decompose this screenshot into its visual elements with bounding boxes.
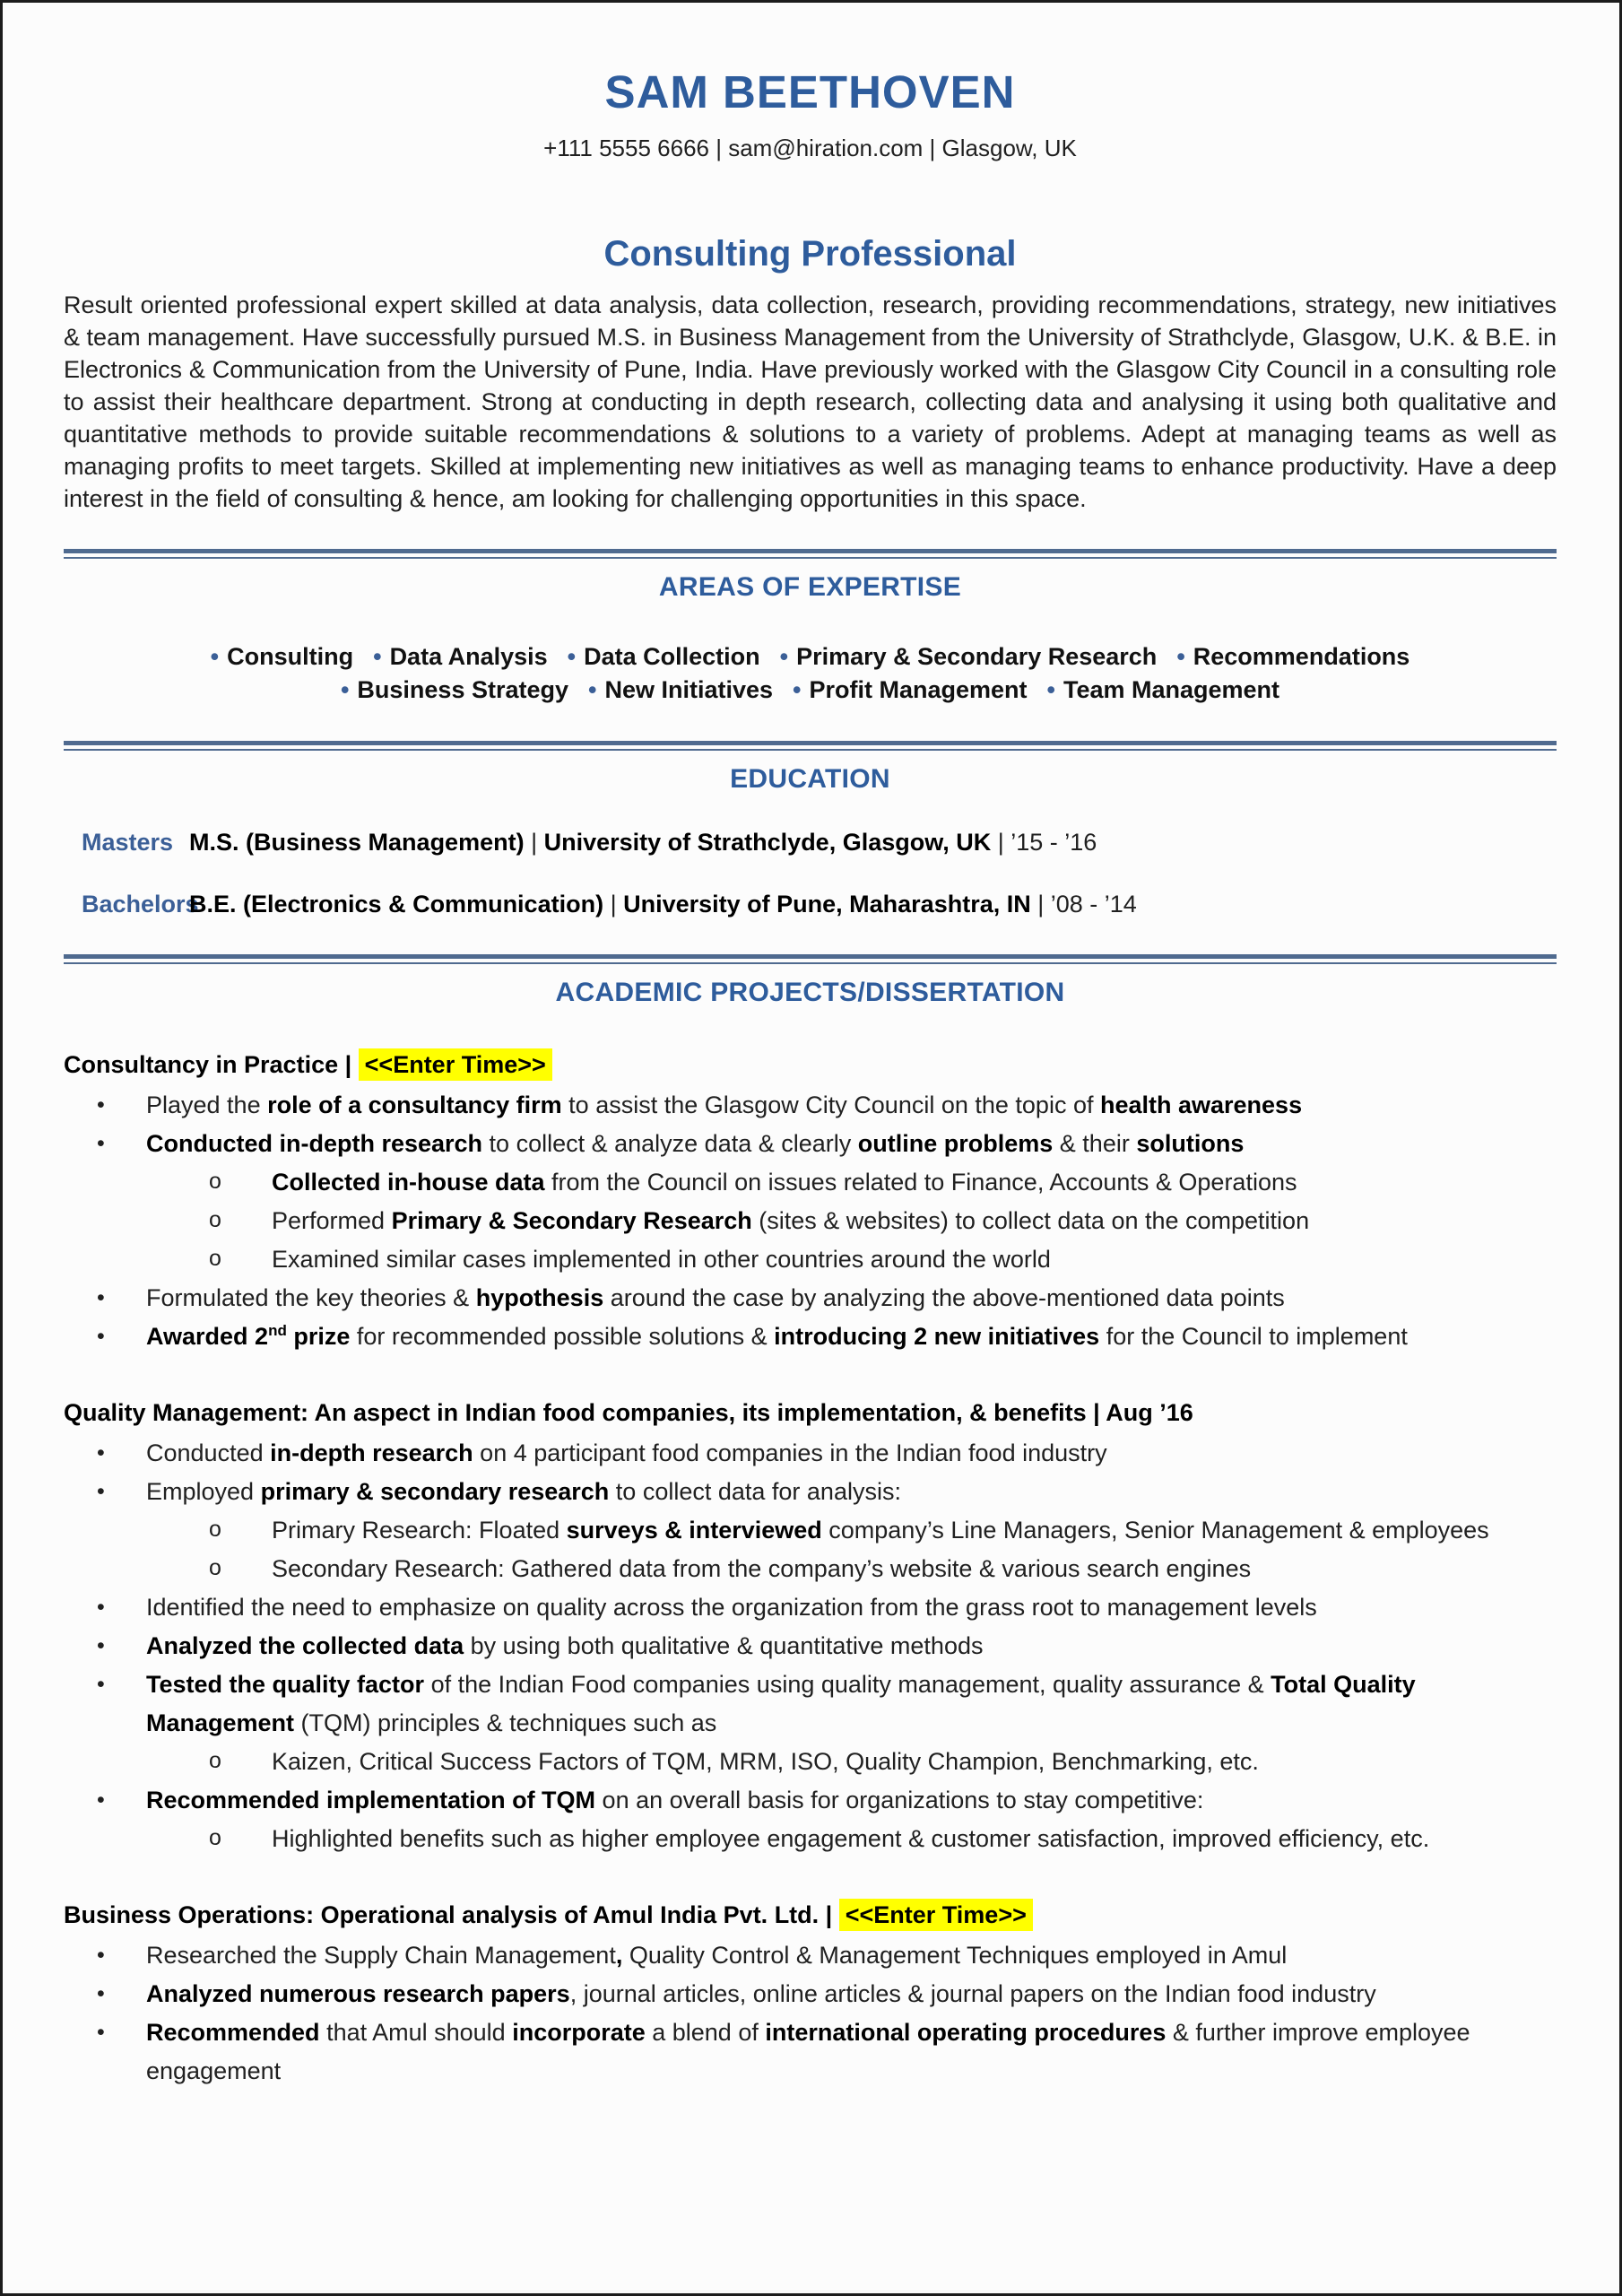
bullet-dot-icon: • xyxy=(373,643,382,670)
text-segment: of the Indian Food companies using quality management, quality assurance & xyxy=(424,1671,1271,1698)
section-heading-education: EDUCATION xyxy=(730,764,890,794)
enter-time-placeholder[interactable]: <<Enter Time>> xyxy=(839,1899,1033,1931)
disc-bullet-icon: • xyxy=(97,1981,105,2006)
text-segment: Secondary Research: Gathered data from the company’s website & various search engines xyxy=(272,1555,1252,1582)
text-segment: that Amul should xyxy=(319,2019,513,2046)
bullet-text xyxy=(272,1555,1251,1582)
expertise-row xyxy=(64,640,1557,674)
text-segment: & their xyxy=(1053,1130,1137,1157)
text-segment: nd xyxy=(268,1322,287,1339)
bullet-item xyxy=(97,1434,1557,1473)
text-segment: Played the xyxy=(146,1091,268,1118)
circle-bullet-icon: o xyxy=(209,1825,221,1850)
text-segment: health awareness xyxy=(1099,1091,1303,1118)
skill-label: Data Analysis xyxy=(389,643,548,670)
bullet-text xyxy=(146,1478,901,1505)
bullet-text xyxy=(146,1594,1317,1621)
text-segment: Awarded 2 xyxy=(146,1323,269,1350)
bullet-item xyxy=(97,1202,1557,1240)
summary-paragraph: Result oriented professional expert skilled at data analysis, data collection, research, providing recommendations, strategy, new initiatives & team management. Have successfully pursued M.S. in Business Management from the University of Strathclyde, Glasgow, U.K. & B.E. in Electronics & Communication from the University of Pune, India. Have previously worked with the Glasgow City Council in a consulting role to assist their healthcare department. Strong at conducting in depth research, collecting data and analysing it using both qualitative and quantitative methods to provide suitable recommendations & solutions to a variety of problems. Adept at managing teams as well as managing profits to meet targets. Skilled at implementing new initiatives as well as managing teams to enhance productivity. Have a deep interest in the field of consulting & hence, am looking for challenging opportunities in this space. xyxy=(64,291,1557,512)
education-row xyxy=(64,831,1557,855)
text-segment: Quality Management: An aspect in Indian food companies, its implementation, & benefits | Aug ’16 xyxy=(64,1399,1193,1426)
disc-bullet-icon: • xyxy=(97,1131,105,1156)
bullet-item xyxy=(97,1163,1557,1202)
bullet-item xyxy=(97,1588,1557,1627)
text-segment: Consultancy in Practice | xyxy=(64,1051,359,1078)
bullet-text xyxy=(146,1787,1203,1813)
text-segment: Primary & Secondary Research xyxy=(391,1207,752,1234)
text-segment: & further improve employee engagement xyxy=(146,2019,1470,2084)
expertise-list xyxy=(64,640,1557,707)
project-title xyxy=(64,1394,1557,1432)
text-segment: on 4 participant food companies in the Indian food industry xyxy=(473,1439,1107,1466)
text-segment: to collect & analyze data & clearly xyxy=(482,1130,858,1157)
section-heading-expertise: AREAS OF EXPERTISE xyxy=(658,572,962,602)
profile-title: Consulting Professional xyxy=(603,234,1017,274)
text-segment: incorporate xyxy=(512,2019,646,2046)
text-segment: surveys & interviewed xyxy=(566,1517,822,1544)
skill-item xyxy=(1176,640,1409,674)
skill-item xyxy=(568,640,760,674)
text-segment: Kaizen, Critical Success Factors of TQM, MRM, ISO, Quality Champion, Benchmarking, etc. xyxy=(272,1748,1259,1775)
bullet-text xyxy=(146,1439,1107,1466)
text-segment: for recommended possible solutions & xyxy=(350,1323,775,1350)
education-detail xyxy=(189,892,1137,917)
disc-bullet-icon: • xyxy=(97,1440,105,1465)
bullet-item xyxy=(97,1086,1557,1125)
disc-bullet-icon: • xyxy=(97,1787,105,1813)
text-segment: | xyxy=(991,829,1011,856)
education-row xyxy=(64,892,1557,917)
project-block xyxy=(64,1394,1557,1858)
bullet-item xyxy=(97,1936,1557,1975)
disc-bullet-icon: • xyxy=(97,1633,105,1658)
text-segment: a blend of xyxy=(645,2019,766,2046)
skill-label: Data Collection xyxy=(584,643,760,670)
text-segment: , xyxy=(615,1942,623,1969)
bullet-text xyxy=(272,1517,1489,1544)
bullet-dot-icon: • xyxy=(340,676,350,703)
circle-bullet-icon: o xyxy=(209,1748,221,1773)
text-segment: Conducted in-depth research xyxy=(146,1130,483,1157)
bullet-text xyxy=(146,1091,1302,1118)
skill-label: Consulting xyxy=(227,643,354,670)
skill-item xyxy=(211,640,353,674)
bullet-item xyxy=(97,1318,1557,1356)
text-segment: (TQM) principles & techniques such as xyxy=(294,1709,717,1736)
text-segment: Performed xyxy=(272,1207,392,1234)
text-segment: Tested the quality factor xyxy=(146,1671,425,1698)
enter-time-placeholder[interactable]: <<Enter Time>> xyxy=(359,1048,552,1081)
disc-bullet-icon: • xyxy=(97,1479,105,1504)
text-segment: from the Council on issues related to Finance, Accounts & Operations xyxy=(544,1169,1297,1196)
bullet-text xyxy=(146,2019,1470,2084)
text-segment: Recommended implementation of TQM xyxy=(146,1787,596,1813)
bullet-text xyxy=(272,1169,1297,1196)
disc-bullet-icon: • xyxy=(97,1285,105,1310)
text-segment: international operating procedures xyxy=(765,2019,1167,2046)
bullet-item xyxy=(97,1550,1557,1588)
text-segment: ’08 - ’14 xyxy=(1050,891,1137,918)
bullet-item xyxy=(97,1240,1557,1279)
bullet-text xyxy=(146,1323,1408,1350)
project-title xyxy=(64,1896,1557,1935)
project-block xyxy=(64,1046,1557,1356)
bullet-text xyxy=(146,1632,983,1659)
bullet-dot-icon: • xyxy=(1176,643,1185,670)
bullet-text xyxy=(146,1130,1244,1157)
bullet-item xyxy=(97,1627,1557,1665)
project-bullets xyxy=(97,1086,1557,1356)
text-segment: (sites & websites) to collect data on the competition xyxy=(751,1207,1310,1234)
text-segment: by using both qualitative & quantitative methods xyxy=(464,1632,984,1659)
skill-item xyxy=(793,674,1027,707)
text-segment: Formulated the key theories & xyxy=(146,1284,476,1311)
text-segment: hypothesis xyxy=(475,1284,604,1311)
education-list xyxy=(64,831,1557,917)
bullet-text xyxy=(146,1942,1287,1969)
text-segment: Total Quality Management xyxy=(146,1671,1416,1736)
section-divider xyxy=(64,549,1557,559)
text-segment: Analyzed numerous research papers xyxy=(146,1980,570,2007)
text-segment: B.E. (Electronics & Communication) xyxy=(189,891,604,918)
bullet-dot-icon: • xyxy=(567,643,577,670)
text-segment: | xyxy=(524,829,544,856)
text-segment: on an overall basis for organizations to stay competitive: xyxy=(595,1787,1204,1813)
circle-bullet-icon: o xyxy=(209,1169,221,1194)
bullet-text xyxy=(146,1980,1376,2007)
text-segment: Analyzed the collected data xyxy=(146,1632,464,1659)
text-segment: Identified the need to emphasize on quality across the organization from the grass root to management levels xyxy=(146,1594,1317,1621)
disc-bullet-icon: • xyxy=(97,1672,105,1697)
section-heading-projects: ACADEMIC PROJECTS/DISSERTATION xyxy=(555,978,1065,1007)
text-segment: Business Operations: Operational analysis of Amul India Pvt. Ltd. | xyxy=(64,1901,839,1928)
text-segment: to collect data for analysis: xyxy=(609,1478,901,1505)
bullet-dot-icon: • xyxy=(793,676,802,703)
text-segment: outline problems xyxy=(857,1130,1054,1157)
text-segment: University of Strathclyde, Glasgow, UK xyxy=(543,829,992,856)
education-level-label: Bachelors xyxy=(82,891,199,918)
disc-bullet-icon: • xyxy=(97,1595,105,1620)
bullet-text xyxy=(146,1284,1285,1311)
text-segment: for the Council to implement xyxy=(1099,1323,1408,1350)
text-segment: Highlighted benefits such as higher employee engagement & customer satisfaction, improved efficiency, etc. xyxy=(272,1825,1430,1852)
text-segment: | xyxy=(603,891,624,918)
disc-bullet-icon: • xyxy=(97,1092,105,1118)
text-segment: to assist the Glasgow City Council on the topic of xyxy=(561,1091,1100,1118)
bullet-dot-icon: • xyxy=(779,643,789,670)
text-segment: | xyxy=(1030,891,1051,918)
education-level-label: Masters xyxy=(82,829,174,856)
skill-item xyxy=(1047,674,1280,707)
text-segment: around the case by analyzing the above-mentioned data points xyxy=(603,1284,1285,1311)
bullet-text xyxy=(272,1748,1259,1775)
disc-bullet-icon: • xyxy=(97,2020,105,2045)
text-segment: prize xyxy=(286,1323,351,1350)
bullet-item xyxy=(97,1820,1557,1858)
disc-bullet-icon: • xyxy=(97,1943,105,1968)
bullet-item xyxy=(97,1125,1557,1163)
text-segment: Quality Control & Management Techniques employed in Amul xyxy=(622,1942,1288,1969)
skill-label: Primary & Secondary Research xyxy=(796,643,1158,670)
text-segment: ’15 - ’16 xyxy=(1010,829,1097,856)
expertise-row xyxy=(64,674,1557,707)
text-segment: Recommended xyxy=(146,2019,320,2046)
text-segment: Researched the Supply Chain Management xyxy=(146,1942,616,1969)
bullet-item xyxy=(97,1279,1557,1318)
bullet-item xyxy=(97,1975,1557,2013)
project-title xyxy=(64,1046,1557,1084)
text-segment: role of a consultancy firm xyxy=(267,1091,562,1118)
text-segment: Examined similar cases implemented in other countries around the world xyxy=(272,1246,1051,1273)
bullet-dot-icon: • xyxy=(210,643,220,670)
bullet-item xyxy=(97,1781,1557,1820)
skill-item xyxy=(588,674,773,707)
skill-label: New Initiatives xyxy=(604,676,774,703)
text-segment: Conducted xyxy=(146,1439,271,1466)
circle-bullet-icon: o xyxy=(209,1517,221,1542)
bullet-item xyxy=(97,1511,1557,1550)
text-segment: introducing 2 new initiatives xyxy=(774,1323,1100,1350)
bullet-text xyxy=(272,1207,1309,1234)
text-segment: University of Pune, Maharashtra, IN xyxy=(623,891,1031,918)
circle-bullet-icon: o xyxy=(209,1555,221,1580)
disc-bullet-icon: • xyxy=(97,1324,105,1349)
bullet-item xyxy=(97,1743,1557,1781)
project-bullets xyxy=(97,1936,1557,2091)
candidate-name: SAM BEETHOVEN xyxy=(604,66,1016,117)
text-segment: in-depth research xyxy=(270,1439,473,1466)
bullet-text xyxy=(272,1825,1429,1852)
skill-label: Business Strategy xyxy=(357,676,568,703)
skill-item xyxy=(373,640,548,674)
bullet-dot-icon: • xyxy=(1046,676,1055,703)
bullet-text xyxy=(146,1671,1416,1736)
text-segment: Primary Research: Floated xyxy=(272,1517,567,1544)
text-segment: primary & secondary research xyxy=(260,1478,610,1505)
project-block xyxy=(64,1896,1557,2091)
skill-item xyxy=(341,674,568,707)
skill-item xyxy=(780,640,1158,674)
text-segment: Employed xyxy=(146,1478,261,1505)
text-segment: M.S. (Business Management) xyxy=(189,829,525,856)
bullet-item xyxy=(97,2013,1557,2091)
bullet-text xyxy=(272,1246,1051,1273)
skill-label: Team Management xyxy=(1063,676,1280,703)
text-segment: company’s Line Managers, Senior Management & employees xyxy=(821,1517,1489,1544)
education-detail xyxy=(189,831,1097,855)
bullet-item xyxy=(97,1473,1557,1511)
circle-bullet-icon: o xyxy=(209,1207,221,1232)
contact-line: +111 5555 6666 | sam@hiration.com | Glasgow, UK xyxy=(543,135,1077,161)
section-divider xyxy=(64,741,1557,751)
text-segment: solutions xyxy=(1136,1130,1245,1157)
skill-label: Recommendations xyxy=(1193,643,1410,670)
bullet-dot-icon: • xyxy=(588,676,597,703)
bullet-item xyxy=(97,1665,1557,1743)
project-bullets xyxy=(97,1434,1557,1858)
text-segment: Collected in-house data xyxy=(272,1169,545,1196)
projects-list xyxy=(64,1046,1557,2091)
circle-bullet-icon: o xyxy=(209,1246,221,1271)
section-divider xyxy=(64,954,1557,964)
text-segment: , journal articles, online articles & journal papers on the Indian food industry xyxy=(569,1980,1376,2007)
skill-label: Profit Management xyxy=(809,676,1028,703)
